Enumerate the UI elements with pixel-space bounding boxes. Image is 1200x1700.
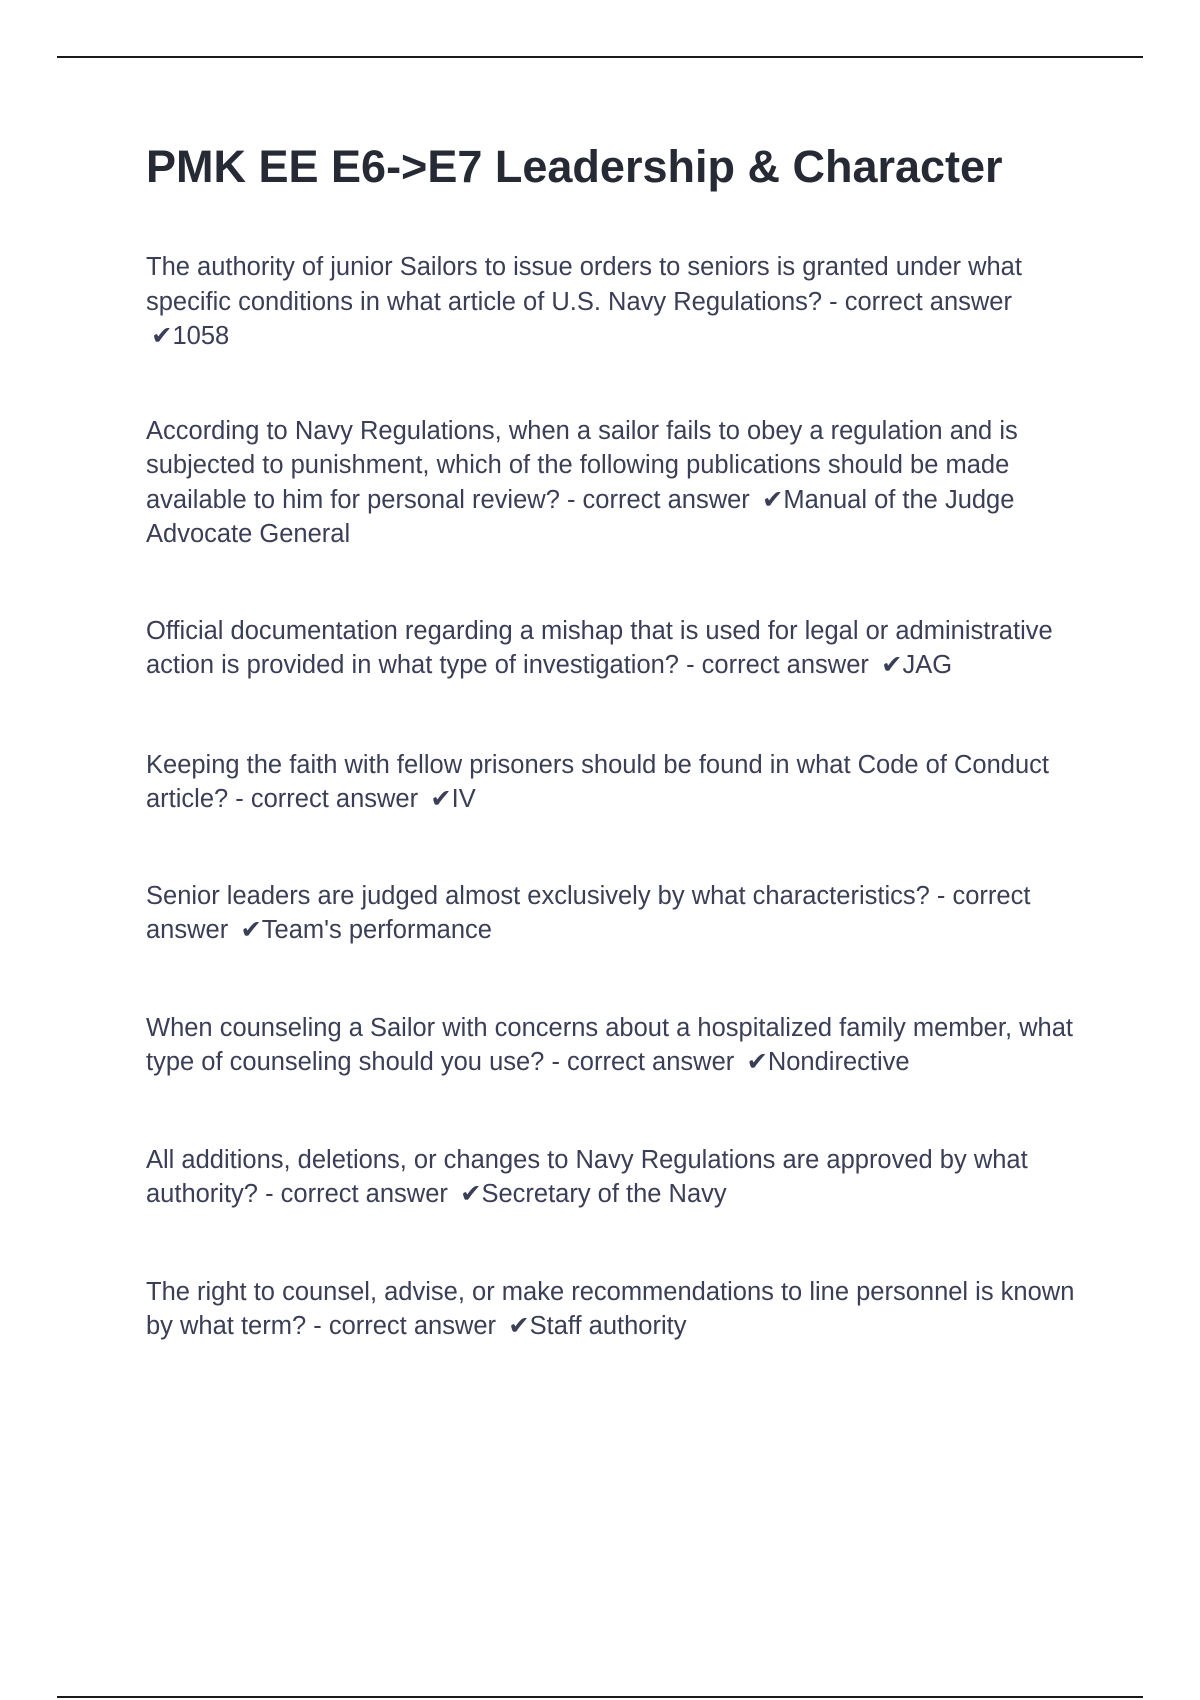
qa-item — [146, 414, 1096, 552]
check-icon: ✔ — [761, 485, 784, 514]
check-icon: ✔ — [430, 785, 452, 813]
qa-item — [146, 1011, 1096, 1080]
qa-item — [146, 1275, 1096, 1344]
check-icon: ✔ — [460, 1180, 482, 1208]
question-text: According to Navy Regulations, when a sailor fails to obey a regulation and is subjected to punishment, which of the following publications should be made available to him for personal review? — [146, 416, 1018, 514]
check-icon: ✔ — [508, 1312, 530, 1340]
answer-marker: - correct answer — [551, 1048, 735, 1076]
answer-marker: - correct answer — [686, 651, 869, 679]
answer-marker: - correct answer — [265, 1180, 448, 1208]
question-text: The authority of junior Sailors to issue orders to seniors is granted under what specific conditions in what article of U.S. Navy Regulations? — [146, 253, 1022, 316]
answer-marker: - correct answer — [235, 785, 419, 813]
qa-item — [146, 614, 1096, 683]
answer-text: IV — [451, 785, 476, 813]
answer-text: Staff authority — [529, 1312, 687, 1340]
answer-marker: - correct answer — [566, 485, 750, 514]
answer-text: JAG — [902, 651, 953, 679]
question-text: Official documentation regarding a mishap that is used for legal or administrative action is provided in what type of investigation? — [146, 616, 1053, 679]
answer-marker: - correct answer — [829, 287, 1012, 316]
bottom-rule — [57, 1696, 1143, 1698]
answer-text: Secretary of the Navy — [481, 1180, 727, 1208]
check-icon: ✔ — [151, 322, 173, 350]
qa-item — [146, 879, 1096, 948]
answer-text: 1058 — [172, 322, 230, 350]
question-text: Senior leaders are judged almost exclusively by what characteristics? — [146, 881, 930, 910]
check-icon: ✔ — [240, 916, 262, 944]
question-text: All additions, deletions, or changes to Navy Regulations are approved by what authority? — [146, 1145, 1028, 1208]
answer-text: Nondirective — [767, 1048, 910, 1076]
qa-item — [146, 748, 1096, 817]
answer-text: Team's performance — [261, 916, 492, 944]
answer-marker: - correct answer — [313, 1312, 497, 1340]
question-text: The right to counsel, advise, or make recommendations to line personnel is known by what term? — [146, 1277, 1075, 1340]
document-title: PMK EE E6->E7 Leadership & Character — [146, 141, 1003, 192]
qa-item — [146, 250, 1096, 354]
answer-text: Manual of the Judge Advocate General — [146, 485, 1015, 548]
document-content — [146, 140, 1096, 1344]
question-text: When counseling a Sailor with concerns about a hospitalized family member, what type of counseling should you use? — [146, 1013, 1073, 1076]
qa-item — [146, 1143, 1096, 1212]
top-rule — [57, 56, 1143, 58]
check-icon: ✔ — [881, 651, 903, 679]
qa-list — [146, 250, 1096, 1344]
answer-marker: - correct answer — [146, 881, 1031, 944]
check-icon: ✔ — [746, 1048, 768, 1076]
question-text: Keeping the faith with fellow prisoners should be found in what Code of Conduct article? — [146, 750, 1049, 813]
